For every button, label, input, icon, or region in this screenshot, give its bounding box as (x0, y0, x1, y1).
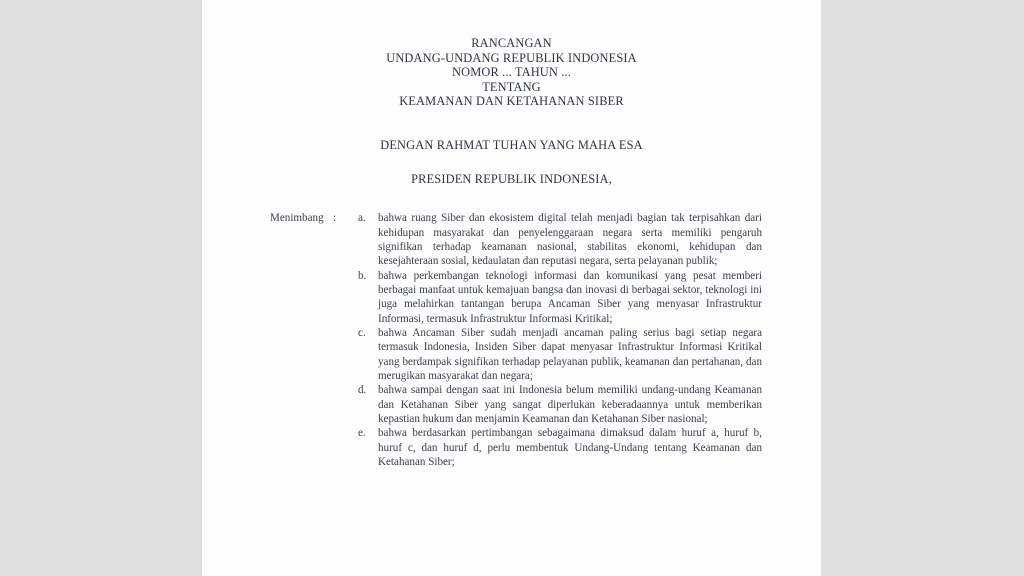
spacer-colon-c (333, 326, 358, 383)
clause-text-c: bahwa Ancaman Siber sudah menjadi ancaman paling serius bagi setiap negara termasuk Indonesia, Insiden Siber dapat menyasar Infrastruktur Informasi Kritikal yang berdampak signifikan terhadap pelayanan publik, keamanan dan pertahanan, dan merugikan masyarakat dan negara; (378, 326, 762, 382)
clause-marker-d: d. (358, 384, 367, 397)
considerations-label: Menimbang (270, 212, 324, 225)
document-title-block (202, 36, 821, 109)
title-line-undang-undang: UNDANG-UNDANG REPUBLIK INDONESIA (386, 50, 637, 65)
clause-text-a: bahwa ruang Siber dan ekosistem digital telah menjadi bagian tak terpisahkan dari kehidupan masyarakat dan penyelenggaraan negara serta memiliki pengaruh signifikan terhadap keamanan nasional, stabilitas ekonomi, kehidupan dan kesejahteraan sosial, kedaulatan dan reputasi negara, serta pelayanan publik; (378, 212, 762, 268)
consideration-item-c (202, 326, 821, 383)
clause-marker-e: e. (358, 427, 366, 440)
title-line-tentang: TENTANG (482, 79, 541, 94)
document-page (202, 0, 821, 576)
spacer-label-d (202, 383, 333, 426)
consideration-item-b (202, 269, 821, 326)
considerations-colon: : (333, 212, 337, 225)
president-line: PRESIDEN REPUBLIK INDONESIA, (411, 171, 612, 186)
consideration-item-d (202, 383, 821, 426)
spacer-colon-e (333, 426, 358, 469)
clause-marker-a: a. (358, 212, 366, 225)
title-line-rancangan: RANCANGAN (471, 36, 552, 50)
mandate-line: DENGAN RAHMAT TUHAN YANG MAHA ESA (380, 137, 643, 152)
spacer-colon-b (333, 269, 358, 326)
spacer-label-b (202, 269, 333, 326)
considerations-section (202, 211, 821, 469)
spacer-label-e (202, 426, 333, 469)
consideration-item-e (202, 426, 821, 469)
clause-text-e: bahwa berdasarkan pertimbangan sebagaimana dimaksud dalam huruf a, huruf b, huruf c, dan huruf d, perlu membentuk Undang-Undang tentang Keamanan dan Ketahanan Siber; (378, 427, 762, 468)
clause-text-b: bahwa perkembangan teknologi informasi dan komunikasi yang pesat memberi berbagai manfaat untuk kemajuan bangsa dan inovasi di berbagai sektor, teknologi ini juga melahirkan tantangan berupa Ancaman Siber yang menyasar Infrastruktur Informasi, termasuk Infrastruktur Informasi Kritikal; (378, 269, 762, 325)
clause-marker-b: b. (358, 269, 367, 282)
spacer-colon-d (333, 383, 358, 426)
consideration-item-a (202, 211, 821, 268)
title-line-subject: KEAMANAN DAN KETAHANAN SIBER (399, 94, 624, 109)
clause-text-d: bahwa sampai dengan saat ini Indonesia belum memiliki undang-undang Keamanan dan Ketahanan Siber yang sangat diperlukan keberadaannya untuk memberikan kepastian hukum dan menjamin Keamanan dan Ketahanan Siber nasional; (378, 384, 762, 425)
title-line-nomor-tahun: NOMOR ... TAHUN ... (452, 65, 571, 80)
spacer-label-c (202, 326, 333, 383)
clause-marker-c: c. (358, 326, 366, 339)
